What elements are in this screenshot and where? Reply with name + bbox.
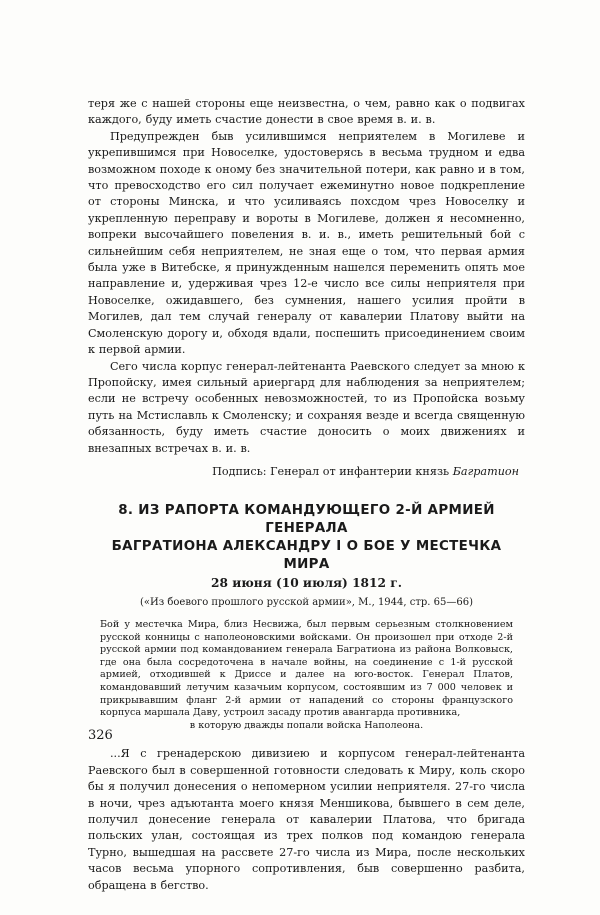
signature-name: Багратион bbox=[452, 464, 519, 478]
page-number: 326 bbox=[88, 728, 113, 743]
signature bbox=[88, 464, 525, 480]
paragraph-raevsky-corps: Сего числа корпус генерал-лейтенанта Раевского следует за мною к Пропойску, имея сильный ариергард для наблюдения за неприятелем; если не встречу особенных невозможностей, то из Пропойска возьму путь на Мстиславль к Смоленску; и сохраняя везде и всегда священную обязанность, буду иметь счастие доносить о моих движениях и внезапных встречах в. и. в. bbox=[88, 359, 525, 455]
section-title bbox=[88, 502, 525, 574]
editorial-note bbox=[100, 619, 513, 732]
section-source: («Из боевого прошлого русской армии», М., 1944, стр. 65—66) bbox=[140, 596, 473, 608]
document-page bbox=[88, 96, 525, 894]
editorial-note-text: Бой у местечка Мира, близ Несвижа, был первым серьезным столкновением русской конницы с наполеоновскими войсками. Он произошел при отходе 2-й русской армии под командованием генерала Багратиона из района Волковыск, где она была сосредоточена в начале войны, на соединение с 1-й русской армией, отходившей к Дриссе и далее на юго-восток. Генерал Платов, командовавший летучим казачьим корпусом, состоявшим из 7 000 человек и прикрывавшим фланг 2-й армии от нападений со стороны французского корпуса маршала Даву, устроил засаду против авангарда противника, bbox=[100, 618, 513, 719]
section-date: 28 июня (10 июля) 1812 г. bbox=[211, 575, 402, 590]
report-body: ...Я с гренадерскою дивизиею и корпусом генерал-лейтенанта Раевского был в совершенной готовности следовать к Миру, коль скоро бы я получил донесения о непомерном усилии неприятеля. 27-го числа в ночи, чрез адъютанта моего князя Меншикова, бывшего в сем деле, получил донесение генерала от кавалерии Платова, что бригада польских улан, состоящая из трех полков под командою генерала Турно, вышедшая на рассвете 27-го числа из Мира, после нескольких часов весьма упорного сопротивления, быв совершенно разбита, обращена в бегство. bbox=[88, 747, 525, 892]
signature-prefix: Подпись: Генерал от инфантерии князь bbox=[212, 464, 450, 478]
editorial-note-last-line: в которую дважды попали войска Наполеона. bbox=[189, 719, 424, 731]
paragraph-mogilev: Предупрежден быв усилившимся неприятелем в Могилеве и укрепившимся при Новоселке, удостоверясь в весьма трудном и едва возможном походе к оному без значительной потери, как равно и в том, что превосходство его сил получает ежеминутно новое подкрепление от стороны Минска, и что усиливаясь похсдом чрез Новоселку и укрепленную переправу и вороты в Могилеве, должен я несомненно, вопреки высочайшего повеления в. и. в., иметь решительный бой с сильнейшим себя неприятелем, не зная еще о том, что первая армия была уже в Витебске, я принужденным нашелся переменить опять мое направление и, удерживая чрез 12-е число все силы неприятеля при Новоселке, ожидавшего, без сумнения, нашего усилия пройти в Могилев, дал тем случай генералу от кавалерии Платову выйти на Смоленскую дорогу и, обходя вдали, поспешить присоединением своим к первой армии. bbox=[88, 129, 525, 357]
paragraph-continuation: теря же с нашей стороны еще неизвестна, о чем, равно как о подвигах каждого, буду иметь счастие донести в свое время в. и. в. bbox=[88, 97, 525, 127]
section-title-line-1: 8. ИЗ РАПОРТА КОМАНДУЮЩЕГО 2-Й АРМИЕЙ ГЕНЕРАЛА bbox=[118, 502, 495, 536]
section-title-line-2: БАГРАТИОНА АЛЕКСАНДРУ I О БОЕ У МЕСТЕЧКА МИРА bbox=[111, 538, 502, 572]
